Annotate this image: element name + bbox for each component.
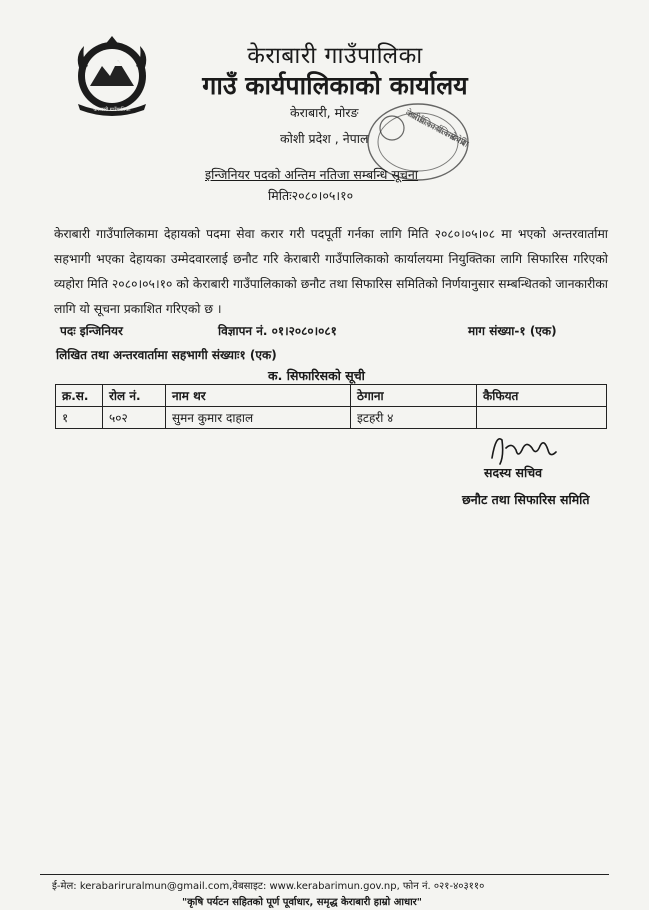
demand-count: माग संख्या-१ (एक) [468,324,557,338]
cell-remarks [477,407,607,429]
emblem-caption: केराबारी गाउँपालिका [93,107,131,113]
footer-slogan: "कृषि पर्यटन सहितको पूर्ण पूर्वाधार, समृद्ध केराबारी हाम्रो आधार" [182,897,422,908]
notice-date: मितिः२०८०।०५।१० [268,188,354,203]
advertisement-number: विज्ञापन नं. ०१।२०८०।०८१ [218,324,337,338]
table-title: क. सिफारिसको सूची [268,368,365,383]
table-row [56,407,607,429]
stamp-text: केराबारी गाउँपालिका कार्यपालिका मोरङ कोशी प्रदेश [403,108,470,150]
cell-name: सुमन कुमार दाहाल [166,407,351,429]
notice-subject: इन्जिनियर पदको अन्तिम नतिजा सम्बन्धि सूचना [205,167,419,182]
notice-body: केराबारी गाउँपालिकामा देहायको पदमा सेवा करार गरी पदपूर्ती गर्नका लागि मिति २०८०।०५।०८ मा भएको अन्तरवार्तामा सहभागी भएका देहायका उम्मेदवारलाई छनौट गरि केराबारी गाउँपालिकाको कार्यालयमा नियुक्तिका लागि सिफारिस गरिएको व्यहोरा मिति २०८०।०५।१० को केराबारी गाउँपालिकाको छनौट तथा सिफारिस समितिको निर्णयानुसार सम्बन्धितको जानकारीका लागि यो सूचना प्रकाशित गरिएको छ । [54,227,608,316]
committee-name: छनौट तथा सिफारिस समिति [462,492,590,507]
municipality-name: केराबारी गाउँपालिका [247,43,423,69]
col-address: ठेगाना [351,385,477,407]
address-line-2: कोशी प्रदेश , नेपाल [280,131,369,146]
col-name: नाम थर [166,385,351,407]
participants-count: लिखित तथा अन्तरवार्तामा सहभागी संख्याः१ (एक) [56,348,277,362]
post-label: पदः इन्जिनियर [60,324,123,338]
cell-roll: ५०२ [103,407,166,429]
office-title: गाउँ कार्यपालिकाको कार्यालय [202,71,468,100]
nepal-emblem-icon [64,26,160,118]
col-serial: क्र.स. [56,385,103,407]
signatory-title: सदस्य सचिव [484,465,543,480]
table-header-row [56,385,607,407]
footer-divider [40,874,609,875]
cell-serial: १ [56,407,103,429]
address-line-1: केराबारी, मोरङ [290,105,359,120]
col-roll: रोल नं. [103,385,166,407]
col-remarks: कैफियत [477,385,607,407]
recommendation-table [55,384,607,429]
footer-contact: ई-मेल: kerabariruralmun@gmail.com,वेबसाइट: www.kerabarimun.gov.np, फोन नं. ०२१-४०३११० [52,881,485,892]
cell-address: इटहरी ४ [351,407,477,429]
